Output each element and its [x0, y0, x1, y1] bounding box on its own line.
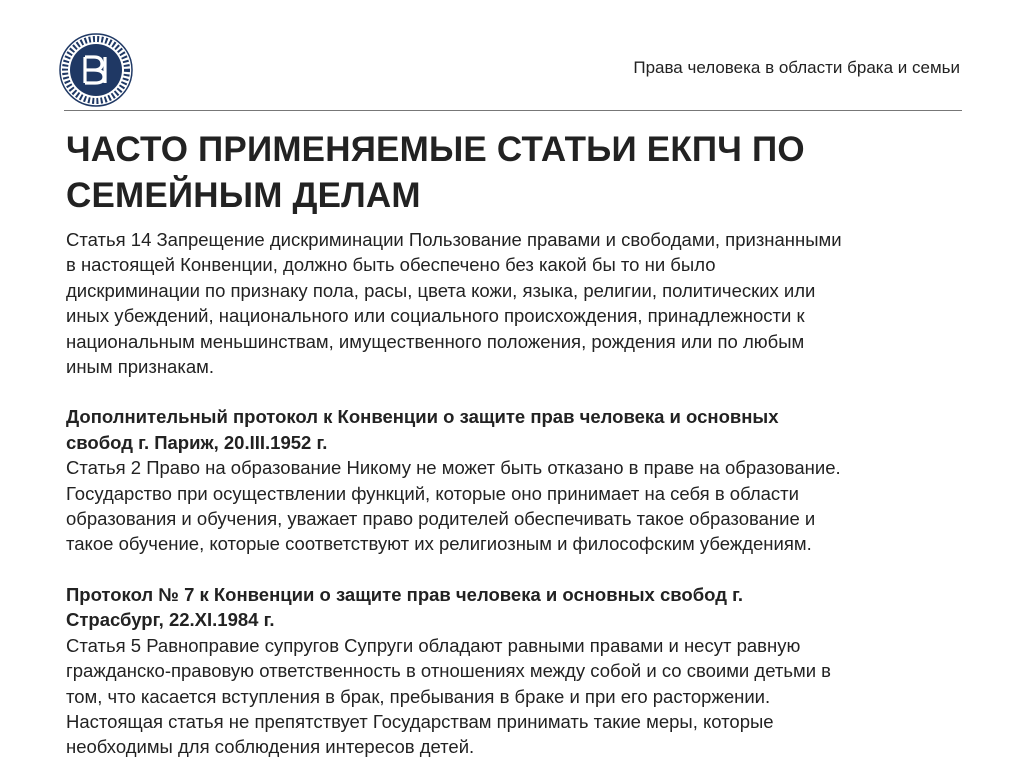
text-line: Статья 2 Право на образование Никому не может быть отказано в праве на образование.	[66, 457, 841, 479]
spacer	[66, 379, 966, 404]
protocol-1-section	[66, 404, 966, 556]
text-line: национальным меньшинствам, имущественного положения, рождения или по любым	[66, 330, 805, 352]
text-line: образования и обучения, уважает право родителей обеспечивать такое образование и	[66, 508, 816, 530]
header-subtitle: Права человека в области брака и семьи	[633, 58, 960, 77]
text-line: гражданско-правовую ответственность в отношениях между собой и со своими детьми в	[66, 660, 831, 682]
section-heading-line: свобод г. Париж, 20.III.1952 г.	[66, 431, 328, 453]
title-line: ЧАСТО ПРИМЕНЯЕМЫЕ СТАТЬИ ЕКПЧ ПО	[66, 130, 805, 169]
text-line: Настоящая статья не препятствует Государствам принимать такие меры, которые	[66, 710, 774, 732]
section-heading-line: Страсбург, 22.XI.1984 г.	[66, 609, 275, 631]
text-line: иным признакам.	[66, 356, 214, 378]
text-line: Статья 5 Равноправие супругов Супруги обладают равными правами и несут равную	[66, 634, 801, 656]
spacer	[66, 557, 966, 582]
page-title	[66, 127, 966, 219]
title-line: СЕМЕЙНЫМ ДЕЛАМ	[66, 176, 421, 215]
text-line: в настоящей Конвенции, должно быть обеспечено без какой бы то ни было	[66, 254, 716, 276]
section-heading-line: Протокол № 7 к Конвенции о защите прав человека и основных свобод г.	[66, 583, 744, 605]
section-heading-line: Дополнительный протокол к Конвенции о защите прав человека и основных	[66, 406, 779, 428]
text-line: иных убеждений, национального или социального происхождения, принадлежности к	[66, 305, 805, 327]
article-14-paragraph	[66, 227, 966, 379]
protocol-7-section	[66, 582, 966, 760]
text-line: дискриминации по признаку пола, расы, цвета кожи, языка, религии, политических или	[66, 279, 816, 301]
text-line: необходимы для соблюдения интересов детей.	[66, 736, 475, 758]
content-body	[66, 227, 966, 760]
text-line: Статья 14 Запрещение дискриминации Пользование правами и свободами, признанными	[66, 229, 842, 250]
text-line: такое обучение, которые соответствуют их религиозным и философским убеждениям.	[66, 533, 812, 555]
header-divider	[64, 110, 962, 111]
text-line: том, что касается вступления в брак, пребывания в браке и при его расторжении.	[66, 685, 771, 707]
text-line: Государство при осуществлении функций, которые оно принимает на себя в области	[66, 482, 799, 504]
hse-logo-icon	[58, 32, 134, 108]
